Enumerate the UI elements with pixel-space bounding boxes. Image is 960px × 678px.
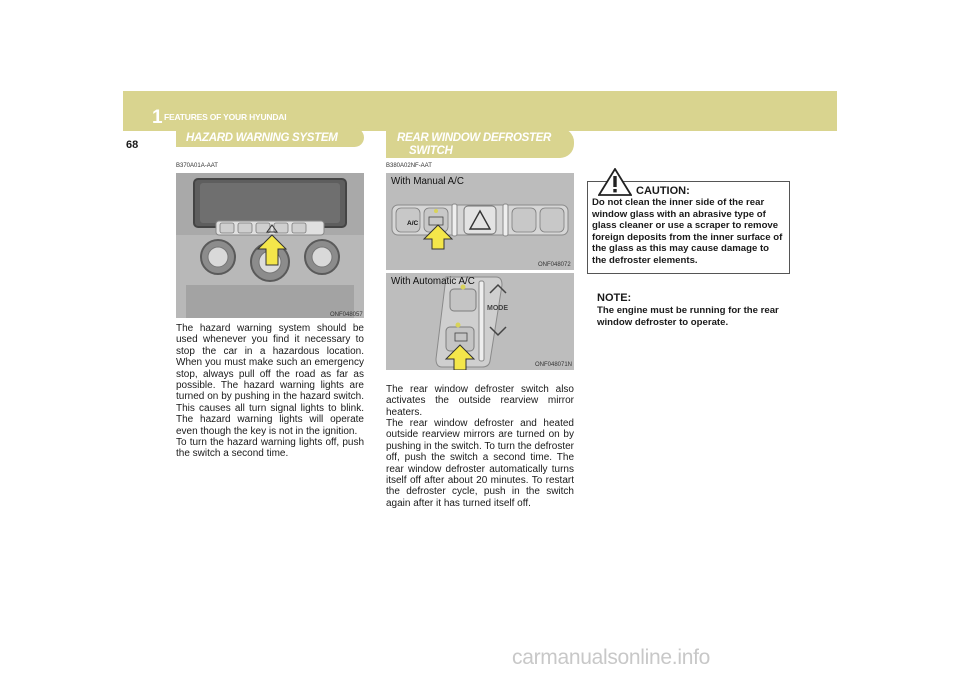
defroster-body-2: The rear window defroster and heated outside rearview mirrors are turned on by pushing in the switch. To turn the defroster off, push the switch a second time. The rear window defroster automatically turns itself off after about 20 minutes. To restart the defroster cycle, push in the switch again after it has turned itself off. (386, 418, 574, 509)
hazard-panel-illustration (176, 173, 364, 318)
ac-button-label: A/C (407, 220, 419, 227)
chapter-title: FEATURES OF YOUR HYUNDAI (164, 112, 287, 122)
defroster-title-line1: REAR WINDOW DEFROSTER (397, 132, 552, 144)
caution-text: Do not clean the inner side of the rear window glass with an abrasive type of glass cleaner or use a scraper to remove foreign deposits from the inner surface of the glass as this may cause damage to the defroster elements. (592, 197, 783, 266)
warning-triangle-icon (598, 168, 632, 196)
hazard-title: HAZARD WARNING SYSTEM (186, 132, 338, 144)
manual-ac-image-id: ONF048072 (538, 262, 571, 268)
defroster-code: B380A02NF-AAT (386, 163, 432, 169)
auto-ac-photo (386, 273, 574, 370)
defroster-title-line2: SWITCH (409, 145, 453, 157)
note-title: NOTE: (597, 292, 632, 304)
auto-ac-illustration (386, 273, 574, 370)
auto-ac-image-id: ONF048071N (535, 362, 573, 368)
page-number: 68 (126, 139, 139, 151)
caution-title: CAUTION: (636, 185, 690, 197)
note-text: The engine must be running for the rear window defroster to operate. (597, 305, 779, 328)
hazard-body-2: To turn the hazard warning lights off, push the switch a second time. (176, 437, 364, 460)
hazard-body: The hazard warning system should be used whenever you find it necessary to stop the car in a hazardous location. When you must make such an emergency stop, always pull off the road as far as possible. The hazard warning lights are turned on by pushing in the hazard switch. This causes all turn signal lights to blink. The hazard warning lights will operate even though the key is not in the ignition. (176, 323, 364, 437)
header-band (123, 91, 837, 131)
hazard-photo (176, 173, 364, 318)
manual-ac-label: With Manual A/C (391, 176, 464, 187)
mode-button-label: MODE (487, 305, 508, 312)
chapter-number: 1 (152, 107, 163, 128)
hazard-image-id: ONF048057 (330, 312, 363, 318)
watermark: carmanualsonline.info (512, 646, 710, 669)
hazard-code: B370A01A-AAT (176, 163, 218, 169)
auto-ac-label: With Automatic A/C (391, 276, 475, 287)
defroster-body-1: The rear window defroster switch also activates the outside rearview mirror heaters. (386, 384, 574, 418)
